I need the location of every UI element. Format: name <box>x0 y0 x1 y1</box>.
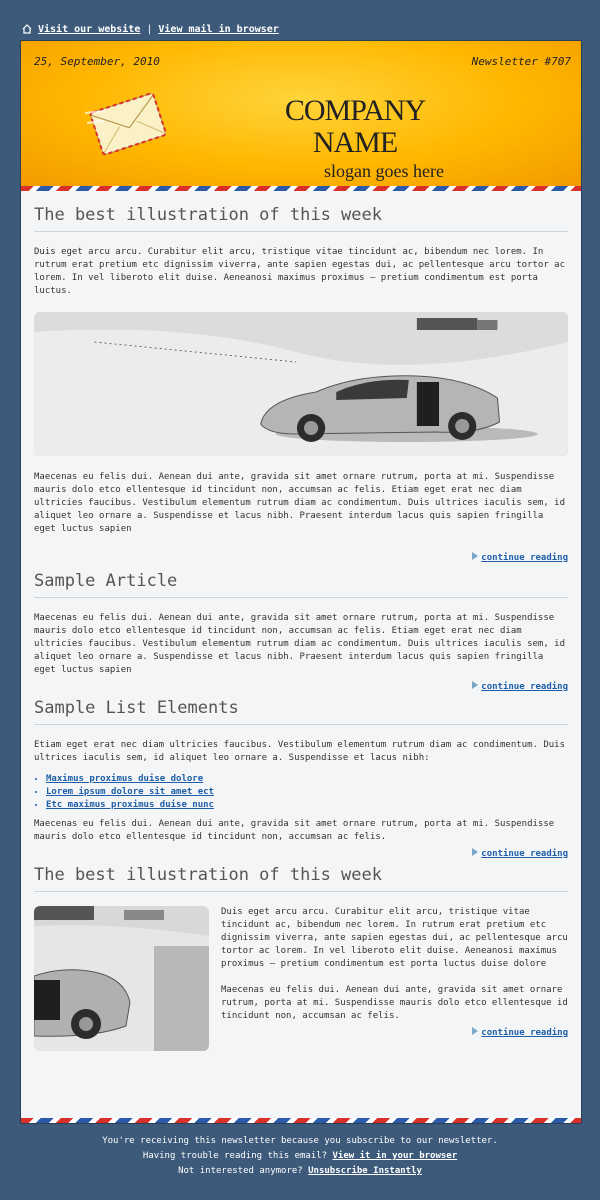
company-slogan: slogan goes here <box>324 161 444 181</box>
continue-reading-row <box>34 552 568 563</box>
footer-browser-text: Having trouble reading this email? <box>142 1151 328 1161</box>
company-block <box>255 95 455 181</box>
newsletter-sheet <box>20 40 582 1124</box>
unsubscribe-link[interactable]: Unsubscribe Instantly <box>308 1166 422 1176</box>
section-title: Sample List Elements <box>34 698 568 725</box>
issue-date: 25, September, 2010 <box>34 55 160 68</box>
topbar-separator: | <box>146 23 153 35</box>
newsletter-content <box>21 191 581 1051</box>
list-item-link[interactable]: Maximus proximus duise dolore <box>46 774 204 784</box>
newsletter-footer <box>0 1134 600 1179</box>
feature-para: Duis eget arcu arcu. Curabitur elit arcu, tristique vitae tincidunt ac, bibendum nec lorem. In rutrum erat pretium etc dignissim viverra, ante sapien egestas dui, ac pellentesque arcu tortor ac lorem. In vel liberoto elit duise. Aeneanosi maximus proximus — pretium condimentum est porta luctus duise dolore <box>221 907 568 969</box>
arrow-right-icon <box>472 552 478 560</box>
continue-reading-link[interactable]: continue reading <box>481 682 568 692</box>
continue-reading-link[interactable]: continue reading <box>481 553 568 563</box>
issue-number: Newsletter #707 <box>471 55 571 68</box>
footer-unsubscribe-text: Not interested anymore? <box>178 1166 303 1176</box>
top-links-bar <box>22 20 279 38</box>
section-body: Maecenas eu felis dui. Aenean dui ante, gravida sit amet ornare rutrum, porta at mi. Suspendisse mauris dolo etco ellentesque id tincidunt non, accumsan ac felis. Etiam eget erat nec diam ultricies faucibus. Vestibulum elementum rutrum diam ac condimentum. Duis ultrices iaculis sem, id aliquet leo ornare a. Suspendisse et lacus nibh. Praesent interdum lacus quis sapien fringilla eget luctus sapien <box>34 472 566 534</box>
footer-notice: You're receiving this newsletter because you subscribe to our newsletter. <box>102 1136 498 1146</box>
company-name: COMPANY NAME <box>284 94 426 159</box>
list-item-link[interactable]: Lorem ipsum dolore sit amet ect <box>46 787 214 797</box>
section-body: Maecenas eu felis dui. Aenean dui ante, gravida sit amet ornare rutrum, porta at mi. Suspendisse mauris dolo etco ellentesque id tincidunt non, accumsan ac felis. <box>34 819 555 842</box>
car-illustration <box>34 312 568 456</box>
envelope-logo-icon <box>85 83 177 161</box>
list-item-link[interactable]: Etc maximus proximus duise nunc <box>46 800 214 810</box>
sample-list <box>34 773 568 812</box>
list-item <box>46 799 568 812</box>
feature-text <box>221 906 568 1051</box>
section-title: The best illustration of this week <box>34 205 568 232</box>
arrow-right-icon <box>472 848 478 856</box>
car-illustration <box>34 906 209 1051</box>
feature-para: Maecenas eu felis dui. Aenean dui ante, gravida sit amet ornare rutrum, porta at mi. Suspendisse mauris dolo etco ellentesque id tincidunt non, accumsan ac felis. <box>221 985 568 1021</box>
feature-row <box>34 906 568 1051</box>
visit-website-link[interactable]: Visit our website <box>38 23 141 35</box>
section-title: Sample Article <box>34 571 568 598</box>
section-intro: Duis eget arcu arcu. Curabitur elit arcu, tristique vitae tincidunt ac, bibendum nec lorem. In rutrum erat pretium etc dignissim viverra, ante sapien egestas dui, ac pellentesque arcu tortor ac lorem. In vel liberoto elit duise. Aeneanosi maximus proximus — pretium condimentum est porta luctus. <box>34 247 566 296</box>
continue-reading-row <box>34 681 568 692</box>
arrow-right-icon <box>472 1027 478 1035</box>
newsletter-header <box>21 41 581 186</box>
section-body: Maecenas eu felis dui. Aenean dui ante, gravida sit amet ornare rutrum, porta at mi. Suspendisse mauris dolo etco ellentesque id tincidunt non, accumsan ac felis. Etiam eget erat nec diam ultricies faucibus. Vestibulum elementum rutrum diam ac condimentum. Duis ultrices iaculis sem, id aliquet leo ornare a. Suspendisse et lacus nibh. Praesent interdum lacus quis sapien fringilla eget luctus sapien <box>34 613 566 675</box>
continue-reading-link[interactable]: continue reading <box>481 849 568 859</box>
car-photo-small <box>34 906 209 1051</box>
home-icon <box>22 24 32 34</box>
footer-browser-line <box>0 1149 600 1164</box>
list-item <box>46 773 568 786</box>
view-in-browser-footer-link[interactable]: View it in your browser <box>332 1151 458 1161</box>
footer-unsubscribe-line <box>0 1164 600 1179</box>
continue-reading-row <box>34 848 568 859</box>
view-in-browser-link[interactable]: View mail in browser <box>158 23 279 35</box>
arrow-right-icon <box>472 681 478 689</box>
section-title: The best illustration of this week <box>34 865 568 892</box>
list-intro: Etiam eget erat nec diam ultricies faucibus. Vestibulum elementum rutrum diam ac condimentum. Duis ultrices iaculis sem, id aliquet leo ornare a. Suspendisse et lacus nibh: <box>34 740 566 763</box>
continue-reading-link[interactable]: continue reading <box>481 1028 568 1038</box>
airmail-stripe-bottom <box>21 1118 581 1123</box>
continue-reading-row <box>221 1027 568 1038</box>
list-item <box>46 786 568 799</box>
car-photo <box>34 312 568 456</box>
